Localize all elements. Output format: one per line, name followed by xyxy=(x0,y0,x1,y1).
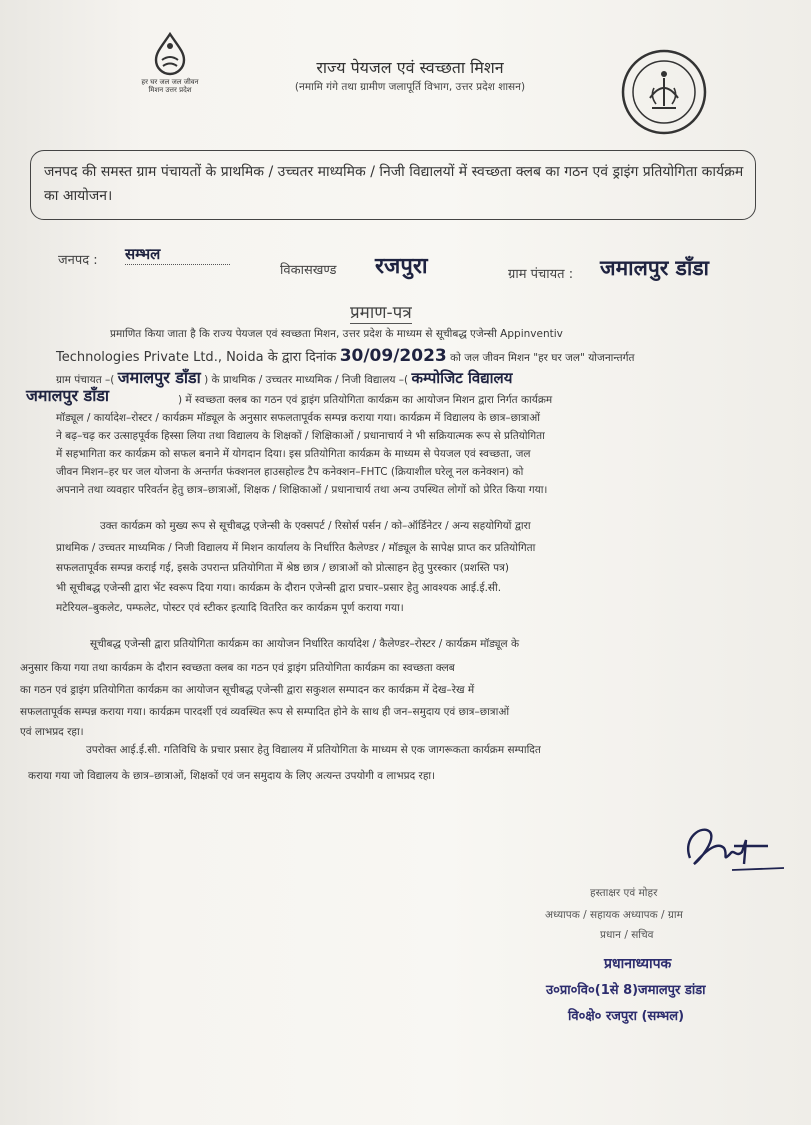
handwritten-signature-icon xyxy=(672,818,787,878)
block-label: विकासखण्ड xyxy=(280,263,337,278)
body-line: प्राथमिक / उच्चतर माध्यमिक / निजी विद्यालय में मिशन कार्यालय के निर्धारित कैलेण्डर / मॉड्यूल के सापेक्ष प्राप्त कर प्रतियोगिता xyxy=(56,542,536,554)
body-line: उपरोक्त आई.ई.सी. गतिविधि के प्रचार प्रसार हेतु विद्यालय में प्रतियोगिता के माध्यम से एक जागरूकता कार्यक्रम सम्पादित xyxy=(86,744,541,756)
school-handwritten: कम्पोजिट विद्यालय xyxy=(411,369,513,387)
body-line: में सहभागिता कर कार्यक्रम को सफल बनाने में योगदान दिया। इस प्रतियोगिता कार्यक्रम के माध्यम से पेयजल एवं स्वच्छता, जल xyxy=(56,448,531,460)
body-line: अनुसार किया गया तथा कार्यक्रम के दौरान स्वच्छता क्लब का गठन एवं ड्राइंग प्रतियोगिता कार्यक्रम का स्वच्छता क्लब xyxy=(20,662,455,674)
jal-jeevan-mission-logo xyxy=(140,30,200,102)
body-line: उक्त कार्यक्रम को मुख्य रूप से सूचीबद्ध एजेन्सी के एक्सपर्ट / रिसोर्स पर्सन / को–ऑर्डिनेटर / अन्य सहयोगियों द्वारा xyxy=(100,520,531,532)
gram-panchayat-value: जमालपुर डाँडा xyxy=(600,256,709,280)
body-line: मटेरियल–बुकलेट, पम्फलेट, पोस्टर एवं स्टीकर इत्यादि वितरित कर कार्यक्रम पूर्ण कराया गया। xyxy=(56,602,404,614)
date-value: 30/09/2023 xyxy=(339,346,447,366)
gp-handwritten-2: जमालपुर डाँडा xyxy=(26,386,110,405)
body-line: ने बढ़–चढ़ कर उत्साहपूर्वक हिस्सा लिया तथा विद्यालय के शिक्षकों / शिक्षिकाओं / प्रधानाचार्य ने भी सक्रियात्मक रूप से प्रतियोगिता xyxy=(56,430,545,442)
water-drop-icon xyxy=(140,30,200,80)
scheme-text: को जल जीवन मिशन "हर घर जल" योजनान्तर्गत xyxy=(450,352,635,364)
org-subtitle: (नमामि गंगे तथा ग्रामीण जलापूर्ति विभाग, उत्तर प्रदेश शासन) xyxy=(294,81,526,93)
body-line: ) में स्वच्छता क्लब का गठन एवं ड्राइंग प्रतियोगिता कार्यक्रम का आयोजन मिशन द्वारा निर्गत कार्यक्रम xyxy=(178,394,553,406)
designation-label: अध्यापक / सहायक अध्यापक / ग्राम xyxy=(545,909,683,921)
body-line xyxy=(56,366,796,388)
district-value: सम्भल xyxy=(125,244,230,265)
stamp-school: उ०प्रा०वि०(1से 8)जमालपुर डांडा xyxy=(546,983,706,998)
body-line: मॉड्यूल / कार्यादेश–रोस्टर / कार्यक्रम मॉड्यूल के अनुसार सफलतापूर्वक सम्पन्न कराया गया। कार्यक्रम में विद्यालय के छात्र–छात्राओं xyxy=(56,412,541,424)
body-line: सफलतापूर्वक सम्पन्न कराया गया। कार्यक्रम पारदर्शी एवं व्यवस्थित रूप से सम्पादित होने के साथ ही जन–समुदाय एवं छात्र–छात्राओं xyxy=(20,706,510,718)
district-label: जनपद : xyxy=(58,253,98,268)
stamp-block: वि०क्षे० रजपुरा (सम्भल) xyxy=(568,1009,685,1024)
body-line: एवं लाभप्रद रहा। xyxy=(20,726,84,738)
body-line: सूचीबद्ध एजेन्सी द्वारा प्रतियोगिता कार्यक्रम का आयोजन निर्धारित कार्यादेश / कैलेण्डर–रोस्टर / कार्यक्रम मॉड्यूल के xyxy=(90,638,520,650)
gram-panchayat-label: ग्राम पंचायत : xyxy=(508,267,574,282)
certificate-title: प्रमाण-पत्र xyxy=(350,300,412,324)
subject-text: जनपद की समस्त ग्राम पंचायतों के प्राथमिक / उच्चतर माध्यमिक / निजी विद्यालयों में स्वच्छता क्लब का गठन एवं ड्राइंग प्रतियोगिता कार्यक्रम का आयोजन। xyxy=(44,164,744,204)
gp-prefix: ग्राम पंचायत –( xyxy=(56,374,115,386)
body-line: सफलतापूर्वक सम्पन्न कराई गई, इसके उपरान्त प्रतियोगिता में श्रेष्ठ छात्र / छात्राओं को प्रोत्साहन हेतु पुरस्कार (प्रशस्ति पत्र) xyxy=(56,562,509,574)
school-prefix: ) के प्राथमिक / उच्चतर माध्यमिक / निजी विद्यालय –( xyxy=(204,374,409,386)
body-line: का गठन एवं ड्राइंग प्रतियोगिता कार्यक्रम का आयोजन सूचीबद्ध एजेन्सी द्वारा सकुशल सम्पादन कर कार्यक्रम में देख–रेख में xyxy=(20,684,475,696)
block-value: रजपुरा xyxy=(375,254,428,279)
body-line: जीवन मिशन–हर घर जल योजना के अन्तर्गत फंक्शनल हाउसहोल्ड टैप कनेक्शन–FHTC (क्रियाशील घरेलू नल कनेक्शन) को xyxy=(56,466,524,478)
government-seal-icon xyxy=(620,48,708,136)
agency-text: Technologies Private Ltd., Noida के द्वारा दिनांक xyxy=(56,350,337,365)
org-name: राज्य पेयजल एवं स्वच्छता मिशन xyxy=(316,58,504,77)
designation-label-2: प्रधान / सचिव xyxy=(600,929,654,941)
body-line xyxy=(56,346,796,366)
body-line: भी सूचीबद्ध एजेन्सी द्वारा भेंट स्वरूप दिया गया। कार्यक्रम के दौरान एजेन्सी द्वारा प्रचार–प्रसार हेतु आवश्यक आई.ई.सी. xyxy=(56,582,502,594)
body-line: कराया गया जो विद्यालय के छात्र–छात्राओं, शिक्षकों एवं जन समुदाय के लिए अत्यन्त उपयोगी व लाभप्रद रहा। xyxy=(28,770,436,782)
gp-handwritten: जमालपुर डाँडा xyxy=(117,368,201,387)
body-line: अपनाने तथा व्यवहार परिवर्तन हेतु छात्र–छात्राओं, शिक्षक / शिक्षिकाओं / प्रधानाचार्य तथा अन्य उपस्थित लोगों को प्रेरित किया गया। xyxy=(56,484,548,496)
stamp-title: प्रधानाध्यापक xyxy=(604,956,672,972)
body-line: प्रमाणित किया जाता है कि राज्य पेयजल एवं स्वच्छता मिशन, उत्तर प्रदेश के माध्यम से सूचीबद्ध एजेन्सी Appinventiv xyxy=(110,328,563,340)
signature-label: हस्ताक्षर एवं मोहर xyxy=(590,887,658,899)
logo-tagline: हर घर जल जल जीवन मिशन उत्तर प्रदेश xyxy=(141,78,199,94)
